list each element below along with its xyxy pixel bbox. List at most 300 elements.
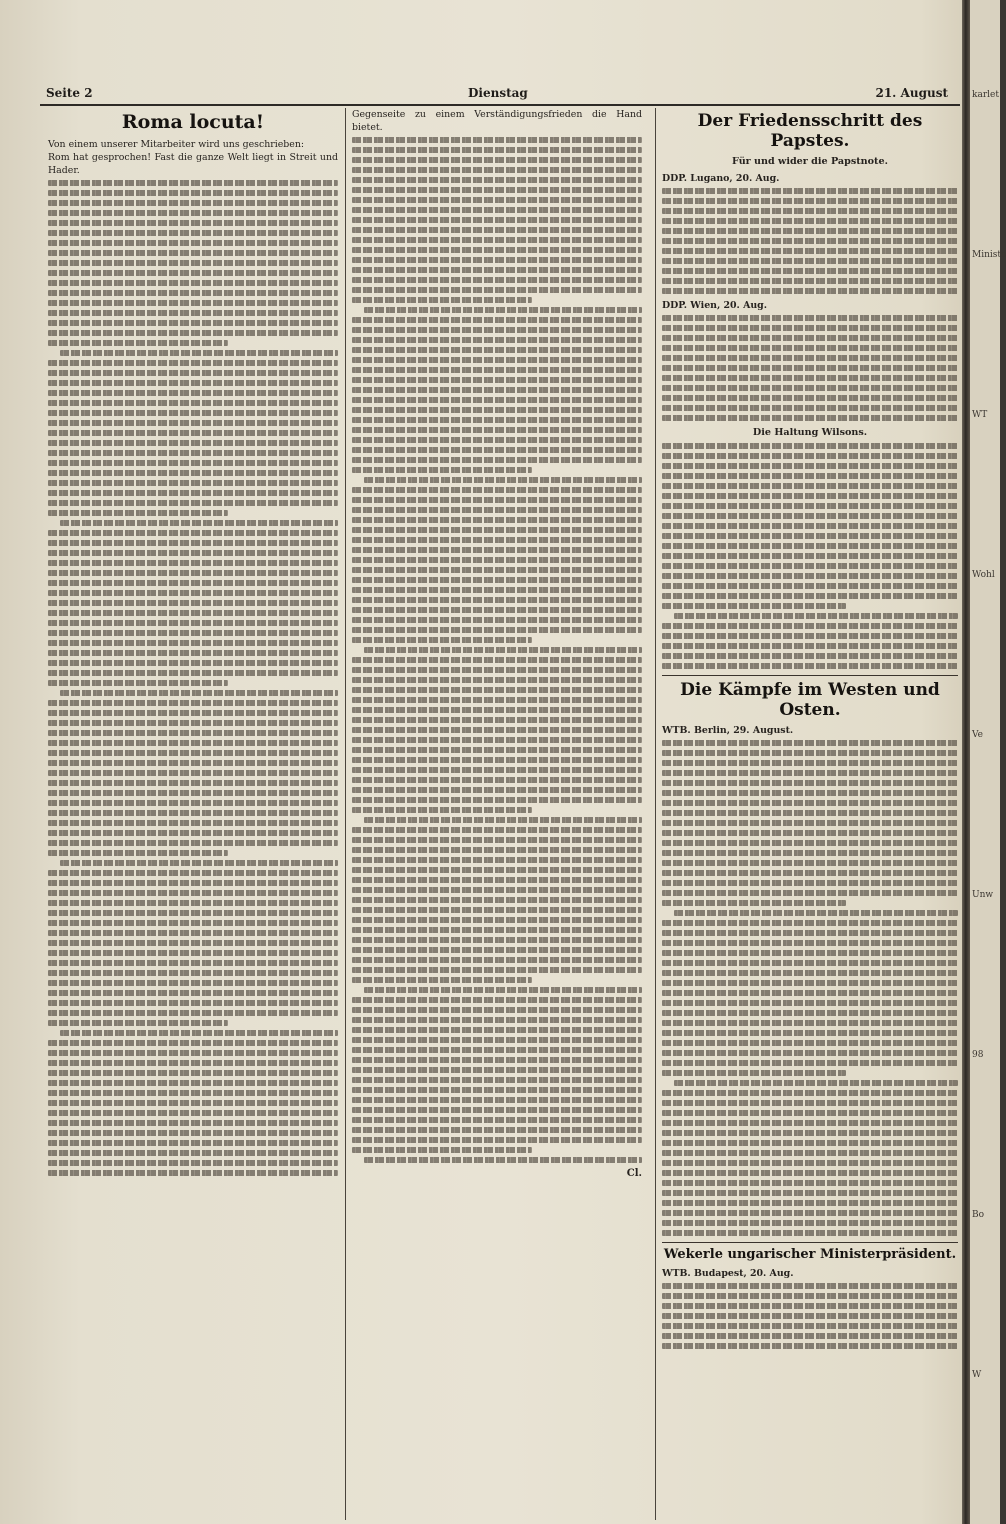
text-line xyxy=(48,970,338,976)
text-line xyxy=(352,457,642,463)
text-line xyxy=(352,557,642,563)
text-line xyxy=(662,1020,958,1026)
text-line xyxy=(48,390,338,396)
text-line xyxy=(352,1007,642,1013)
text-line xyxy=(48,730,338,736)
text-line xyxy=(48,190,338,196)
text-line xyxy=(48,1130,338,1136)
text-line xyxy=(364,987,642,993)
text-line xyxy=(352,797,642,803)
text-line xyxy=(60,690,338,696)
article-separator xyxy=(662,1242,958,1243)
article-headline: Roma locuta! xyxy=(121,111,265,133)
text-line xyxy=(662,603,846,609)
text-line xyxy=(48,560,338,566)
text-line xyxy=(48,1050,338,1056)
text-line xyxy=(352,447,642,453)
text-line xyxy=(662,1303,958,1309)
text-line xyxy=(48,930,338,936)
text-line xyxy=(48,910,338,916)
text-line xyxy=(352,597,642,603)
text-line xyxy=(48,400,338,406)
text-line xyxy=(352,1137,642,1143)
text-line xyxy=(352,277,642,283)
text-line xyxy=(60,520,338,526)
text-line xyxy=(662,1230,958,1236)
text-line xyxy=(352,727,642,733)
text-line xyxy=(48,480,338,486)
text-line xyxy=(48,1110,338,1116)
dateline: DDP. Lugano, 20. Aug. xyxy=(662,173,780,185)
text-line xyxy=(48,780,338,786)
facing-page-edge xyxy=(970,0,1006,1524)
text-line xyxy=(352,657,642,663)
text-line xyxy=(48,750,338,756)
article-lead: Rom hat gesprochen! Fast die ganze Welt liegt in Streit und Hader. xyxy=(48,151,338,176)
text-line xyxy=(662,375,958,381)
text-line xyxy=(364,307,642,313)
text-line xyxy=(662,1030,958,1036)
column-1 xyxy=(48,108,338,1180)
text-line xyxy=(662,238,958,244)
text-line xyxy=(352,207,642,213)
text-line xyxy=(662,513,958,519)
text-line xyxy=(352,607,642,613)
text-line xyxy=(352,387,642,393)
text-line xyxy=(352,247,642,253)
text-line xyxy=(662,1130,958,1136)
text-line xyxy=(364,817,642,823)
text-line xyxy=(48,1170,338,1176)
text-line xyxy=(60,350,338,356)
article-body xyxy=(662,188,958,294)
text-line xyxy=(48,870,338,876)
text-line xyxy=(662,288,958,294)
text-line xyxy=(48,340,228,346)
subheading: Die Haltung Wilsons. xyxy=(752,427,868,439)
text-line xyxy=(48,900,338,906)
text-line xyxy=(48,650,338,656)
text-line xyxy=(352,487,642,493)
column-2 xyxy=(352,108,642,1180)
text-line xyxy=(352,667,642,673)
text-line xyxy=(352,707,642,713)
text-line xyxy=(662,980,958,986)
text-line xyxy=(48,770,338,776)
text-line xyxy=(48,880,338,886)
text-line xyxy=(352,217,642,223)
text-line xyxy=(352,1087,642,1093)
text-line xyxy=(352,687,642,693)
text-line xyxy=(352,147,642,153)
text-line xyxy=(48,470,338,476)
text-line xyxy=(662,930,958,936)
text-line xyxy=(352,767,642,773)
text-line xyxy=(48,670,338,676)
text-line xyxy=(352,957,642,963)
text-line xyxy=(60,860,338,866)
text-line xyxy=(352,167,642,173)
text-line xyxy=(48,980,338,986)
text-line xyxy=(662,1160,958,1166)
text-line xyxy=(48,620,338,626)
text-line xyxy=(352,337,642,343)
article-body xyxy=(352,137,642,1163)
text-line xyxy=(352,497,642,503)
text-line xyxy=(662,1120,958,1126)
text-line xyxy=(48,1090,338,1096)
text-line xyxy=(48,760,338,766)
text-line xyxy=(352,577,642,583)
text-line xyxy=(48,1010,338,1016)
text-line xyxy=(662,770,958,776)
facing-page-fragment: Bo xyxy=(972,1210,985,1220)
text-line xyxy=(352,137,642,143)
text-line xyxy=(352,917,642,923)
text-line xyxy=(352,517,642,523)
text-line xyxy=(662,880,958,886)
text-line xyxy=(352,467,532,473)
text-line xyxy=(662,415,958,421)
text-line xyxy=(352,977,532,983)
text-line xyxy=(352,1017,642,1023)
text-line xyxy=(662,258,958,264)
text-line xyxy=(48,1120,338,1126)
text-line xyxy=(48,1070,338,1076)
text-line xyxy=(352,1097,642,1103)
text-line xyxy=(48,590,338,596)
issue-date: 21. August xyxy=(875,86,948,100)
text-line xyxy=(662,208,958,214)
text-line xyxy=(662,1010,958,1016)
text-line xyxy=(48,1080,338,1086)
text-line xyxy=(662,1040,958,1046)
text-line xyxy=(662,1200,958,1206)
text-line xyxy=(662,633,958,639)
text-line xyxy=(662,1293,958,1299)
text-line xyxy=(352,357,642,363)
text-line xyxy=(352,1037,642,1043)
facing-page-fragment: Ve xyxy=(972,730,983,740)
text-line xyxy=(662,563,958,569)
text-line xyxy=(662,503,958,509)
text-line xyxy=(48,550,338,556)
text-line xyxy=(352,847,642,853)
text-line xyxy=(662,228,958,234)
text-line xyxy=(352,237,642,243)
text-line xyxy=(662,278,958,284)
text-line xyxy=(662,820,958,826)
text-line xyxy=(352,837,642,843)
text-line xyxy=(48,800,338,806)
text-line xyxy=(48,1140,338,1146)
text-line xyxy=(662,1333,958,1339)
text-line xyxy=(364,1157,642,1163)
text-line xyxy=(352,747,642,753)
text-line xyxy=(364,477,642,483)
text-line xyxy=(48,210,338,216)
text-line xyxy=(48,720,338,726)
facing-page-fragment: Unw xyxy=(972,890,994,900)
dateline: WTB. Budapest, 20. Aug. xyxy=(662,1268,794,1280)
column-3 xyxy=(662,108,958,1353)
text-line xyxy=(352,717,642,723)
text-line xyxy=(48,580,338,586)
text-line xyxy=(662,593,958,599)
text-line xyxy=(48,540,338,546)
text-line xyxy=(662,365,958,371)
text-line xyxy=(662,453,958,459)
text-line xyxy=(352,347,642,353)
text-line xyxy=(48,300,338,306)
text-line xyxy=(48,810,338,816)
text-line xyxy=(48,950,338,956)
page-gutter xyxy=(962,0,970,1524)
text-line xyxy=(662,890,958,896)
text-line xyxy=(352,257,642,263)
text-line xyxy=(352,1047,642,1053)
text-line xyxy=(48,500,338,506)
text-line xyxy=(352,177,642,183)
text-line xyxy=(48,790,338,796)
text-line xyxy=(48,740,338,746)
text-line xyxy=(48,570,338,576)
text-line xyxy=(662,1090,958,1096)
text-line xyxy=(48,990,338,996)
text-line xyxy=(662,533,958,539)
text-line xyxy=(662,653,958,659)
text-line xyxy=(662,218,958,224)
text-line xyxy=(662,198,958,204)
text-line xyxy=(662,483,958,489)
text-line xyxy=(662,1323,958,1329)
text-line xyxy=(662,940,958,946)
text-line xyxy=(48,270,338,276)
text-line xyxy=(48,490,338,496)
text-line xyxy=(662,1060,958,1066)
text-line xyxy=(48,840,338,846)
article-headline-battles: Die Kämpfe im Westen und Osten. xyxy=(680,680,940,720)
text-line xyxy=(352,547,642,553)
text-line xyxy=(48,260,338,266)
text-line xyxy=(352,417,642,423)
text-line xyxy=(352,527,642,533)
text-line xyxy=(48,700,338,706)
text-line xyxy=(352,637,532,643)
text-line xyxy=(352,407,642,413)
subheading: Für und wider die Papstnote. xyxy=(732,156,888,168)
text-line xyxy=(662,248,958,254)
text-line xyxy=(662,1000,958,1006)
facing-page-fragment: karlet xyxy=(972,90,999,100)
article-body xyxy=(662,740,958,1236)
article-intro: Von einem unserer Mitarbeiter wird uns geschrieben: xyxy=(48,138,305,150)
text-line xyxy=(662,810,958,816)
text-line xyxy=(662,760,958,766)
text-line xyxy=(352,1147,532,1153)
text-line xyxy=(662,325,958,331)
text-line xyxy=(48,1040,338,1046)
text-line xyxy=(48,410,338,416)
text-line xyxy=(662,1343,958,1349)
text-line xyxy=(662,800,958,806)
text-line xyxy=(662,1100,958,1106)
text-line xyxy=(662,830,958,836)
text-line xyxy=(352,157,642,163)
text-line xyxy=(662,970,958,976)
text-line xyxy=(48,330,338,336)
article-body xyxy=(662,315,958,421)
text-line xyxy=(352,377,642,383)
text-line xyxy=(48,680,228,686)
text-line xyxy=(662,780,958,786)
text-line xyxy=(674,1080,958,1086)
text-line xyxy=(48,180,338,186)
text-line xyxy=(662,405,958,411)
text-line xyxy=(662,663,958,669)
text-line xyxy=(352,1077,642,1083)
text-line xyxy=(48,820,338,826)
text-line xyxy=(662,1283,958,1289)
text-line xyxy=(352,857,642,863)
text-line xyxy=(48,280,338,286)
text-line xyxy=(662,523,958,529)
text-line xyxy=(352,807,532,813)
text-line xyxy=(662,850,958,856)
text-line xyxy=(48,920,338,926)
dateline: WTB. Berlin, 29. August. xyxy=(662,725,794,737)
text-line xyxy=(662,345,958,351)
page-number: Seite 2 xyxy=(46,86,93,100)
text-line xyxy=(48,1150,338,1156)
text-line xyxy=(352,317,642,323)
text-line xyxy=(352,537,642,543)
text-line xyxy=(48,290,338,296)
text-line xyxy=(352,1057,642,1063)
text-line xyxy=(48,630,338,636)
text-line xyxy=(662,920,958,926)
text-line xyxy=(662,1170,958,1176)
text-line xyxy=(48,230,338,236)
text-line xyxy=(352,867,642,873)
facing-page-fragment: 98 xyxy=(972,1050,984,1060)
article-headline-wekerle: Wekerle ungarischer Ministerpräsident. xyxy=(663,1247,957,1263)
text-line xyxy=(662,463,958,469)
text-line xyxy=(48,1000,338,1006)
text-line xyxy=(352,197,642,203)
text-line xyxy=(662,623,958,629)
text-line xyxy=(48,460,338,466)
text-line xyxy=(352,677,642,683)
text-line xyxy=(662,1140,958,1146)
text-line xyxy=(662,790,958,796)
text-line xyxy=(662,385,958,391)
text-line xyxy=(48,450,338,456)
text-line xyxy=(352,1117,642,1123)
page-header xyxy=(40,84,960,106)
text-line xyxy=(352,897,642,903)
text-line xyxy=(662,1313,958,1319)
article-body xyxy=(662,1283,958,1349)
article-headline-peace-step: Der Friedensschritt des Papstes. xyxy=(697,111,923,151)
text-line xyxy=(48,1160,338,1166)
text-line xyxy=(48,220,338,226)
weekday: Dienstag xyxy=(468,86,528,100)
text-line xyxy=(352,627,642,633)
text-line xyxy=(662,553,958,559)
text-line xyxy=(662,395,958,401)
text-line xyxy=(352,757,642,763)
text-line xyxy=(352,437,642,443)
text-line xyxy=(352,587,642,593)
column-rule xyxy=(345,108,346,1520)
text-line xyxy=(48,380,338,386)
text-line xyxy=(364,647,642,653)
text-line xyxy=(662,268,958,274)
text-line xyxy=(352,227,642,233)
text-line xyxy=(352,947,642,953)
text-line xyxy=(352,967,642,973)
article-body xyxy=(662,443,958,669)
text-line xyxy=(352,907,642,913)
text-line xyxy=(662,315,958,321)
text-line xyxy=(48,850,228,856)
facing-page-fragment: Wohl xyxy=(972,570,995,580)
text-line xyxy=(662,960,958,966)
text-line xyxy=(48,360,338,366)
text-line xyxy=(662,870,958,876)
text-line xyxy=(352,427,642,433)
text-line xyxy=(352,327,642,333)
text-line xyxy=(48,240,338,246)
text-line xyxy=(48,510,228,516)
text-line xyxy=(352,287,642,293)
text-line xyxy=(48,1060,338,1066)
text-line xyxy=(662,1050,958,1056)
text-line xyxy=(48,890,338,896)
text-line xyxy=(662,335,958,341)
text-line xyxy=(352,1107,642,1113)
text-line xyxy=(674,613,958,619)
column-rule xyxy=(655,108,656,1520)
text-line xyxy=(662,1220,958,1226)
text-line xyxy=(352,1067,642,1073)
text-line xyxy=(352,1027,642,1033)
text-line xyxy=(352,737,642,743)
facing-page-fragment: W xyxy=(972,1370,982,1380)
text-line xyxy=(48,200,338,206)
text-line xyxy=(48,530,338,536)
text-line xyxy=(48,660,338,666)
text-line xyxy=(48,960,338,966)
text-line xyxy=(662,740,958,746)
text-line xyxy=(48,610,338,616)
author-signature: Cl. xyxy=(626,1168,642,1179)
text-line xyxy=(662,188,958,194)
text-line xyxy=(352,1127,642,1133)
text-line xyxy=(48,250,338,256)
text-line xyxy=(662,1110,958,1116)
text-line xyxy=(662,990,958,996)
text-line xyxy=(48,710,338,716)
text-line xyxy=(352,777,642,783)
text-line xyxy=(48,1100,338,1106)
text-line xyxy=(662,443,958,449)
text-line xyxy=(48,600,338,606)
text-line xyxy=(662,1150,958,1156)
article-body xyxy=(48,180,338,1176)
dateline: DDP. Wien, 20. Aug. xyxy=(662,300,767,312)
